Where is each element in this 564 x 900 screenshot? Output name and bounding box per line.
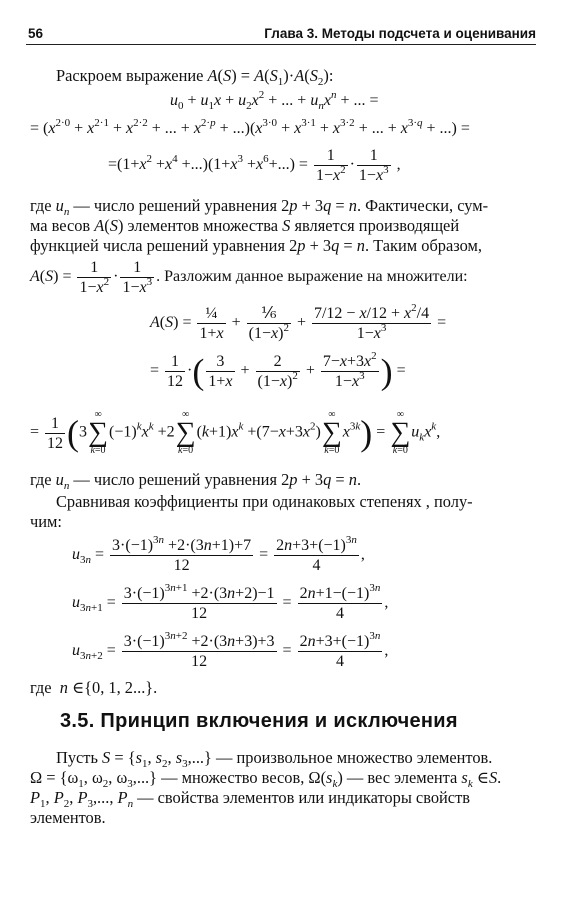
paragraph-section-intro	[30, 748, 534, 828]
equation-partial-fractions: A(S) = $\frac{\text{¼}}{1+x}$ + $\frac{\text{⅙}}{(1-x)^2}$ + $\frac{7/12 - x/12 + x^2/4}{1-x^3}$ =	[150, 302, 447, 342]
section-heading: 3.5. Принцип включения и исключения	[60, 710, 458, 732]
equation-as: A(S) = $\frac{1}{1-x^2}$ · $\frac{1}{1-x^3}$ . Разложим данное выражение на множители:	[30, 259, 468, 296]
equation-common-factor: = $\frac{1}{12}$ ·( $\frac{3}{1+x}$ + $\frac{2}{(1-x)^2}$ + $\frac{7-x+3x^2}{1-x^3}$ ) =	[150, 350, 406, 392]
equation-sums: = $\frac{1}{12}$ (3 ∞ ∑ k=0 $(-1)^kx^k +2$ ∞ ∑ k=0 $(k+1)x^k +(7-x+3x^2)$ ∞ ∑ k=0 $x^{3k}$) = ∞ ∑ k=0 $u_kx^k$,	[30, 409, 441, 456]
chapter-title: Глава 3. Методы подсчета и оценивания	[264, 26, 536, 41]
text-line: Сравнивая коэффициенты при одинаковых степенях , полу-	[56, 492, 473, 511]
text-line: $\Omega = \{\omega_1$, $\omega_2$, $\omega_3$,...} — множество весов, $\Omega(s_k)$ — вес элемента $s_k$ ∈S.	[30, 768, 502, 790]
equation-product: = ($x^{2\cdot 0} + x^{2\cdot 1} + x^{2\cdot 2}$ + ... + $x^{2\cdot p} + ...)(x^{3\cdot 0} + x^{3\cdot 1} + x^{3\cdot 2}$ + ... + $x^{3\cdot q}$ + ...) =	[30, 117, 470, 137]
text-line: где $u_n$ — число решений уравнения 2p + 3q = n.	[30, 470, 362, 492]
paragraph-where-un	[30, 196, 534, 256]
equation-u3n1: $u_{3n+1}$ = $\frac{3\cdot(-1)^{3n+1} +2\cdot(3n+2)-1}{12}$ = $\frac{2n+1-(-1)^{3n}}{4}$ ,	[72, 582, 389, 622]
running-header	[26, 24, 536, 45]
text-line: элементов.	[30, 808, 106, 827]
equation-series: $u_0 + u_1x + u_2x^2$ + ... + $u_nx^n$ + ... =	[170, 89, 379, 112]
paragraph-n-range	[30, 678, 534, 698]
text-line: чим:	[30, 512, 62, 531]
text-line: ма весов A(S) элементов множества S является производящей	[30, 216, 460, 235]
intro-text: Раскроем выражение $A(S) = A(S_1)\cdot A(S_2)$:	[56, 66, 334, 88]
text-line: где $u_n$ — число решений уравнения 2p + 3q = n. Фактически, сум-	[30, 196, 489, 218]
text-line: $P_1$, $P_2$, $P_3$,..., $P_n$ — свойства элементов или индикаторы свойств	[30, 788, 470, 810]
equation-u3n: $u_{3n}$ = $\frac{3\cdot(-1)^{3n} +2\cdot(3n+1)+7}{12}$ = $\frac{2n+3+(-1)^{3n}}{4}$ ,	[72, 534, 365, 574]
text-line: где n ∈{0, 1, 2...}.	[30, 678, 158, 697]
text-line: Пусть $S = \{s_1$, $s_2$, $s_3$,...} — произвольное множество элементов.	[56, 748, 493, 770]
intro-line	[30, 66, 534, 86]
page-number: 56	[28, 26, 44, 41]
equation-u3n2: $u_{3n+2}$ = $\frac{3\cdot(-1)^{3n+2} +2\cdot(3n+3)+3}{12}$ = $\frac{2n+3+(-1)^{3n}}{4}$ ,	[72, 630, 389, 670]
text-line: функцией числа решений уравнения 2p + 3q = n. Таким образом,	[30, 236, 482, 255]
paragraph-where-un-2	[30, 470, 534, 490]
factor-text: Разложим данное выражение на множители:	[164, 268, 468, 286]
equation-closed-form: $=(1+x^2 +x^4 +...)(1+x^3 +x^6+...)$ = $\frac{1}{1-x^2}$ · $\frac{1}{1-x^3}$ ,	[108, 147, 401, 184]
paragraph-compare	[30, 492, 534, 532]
